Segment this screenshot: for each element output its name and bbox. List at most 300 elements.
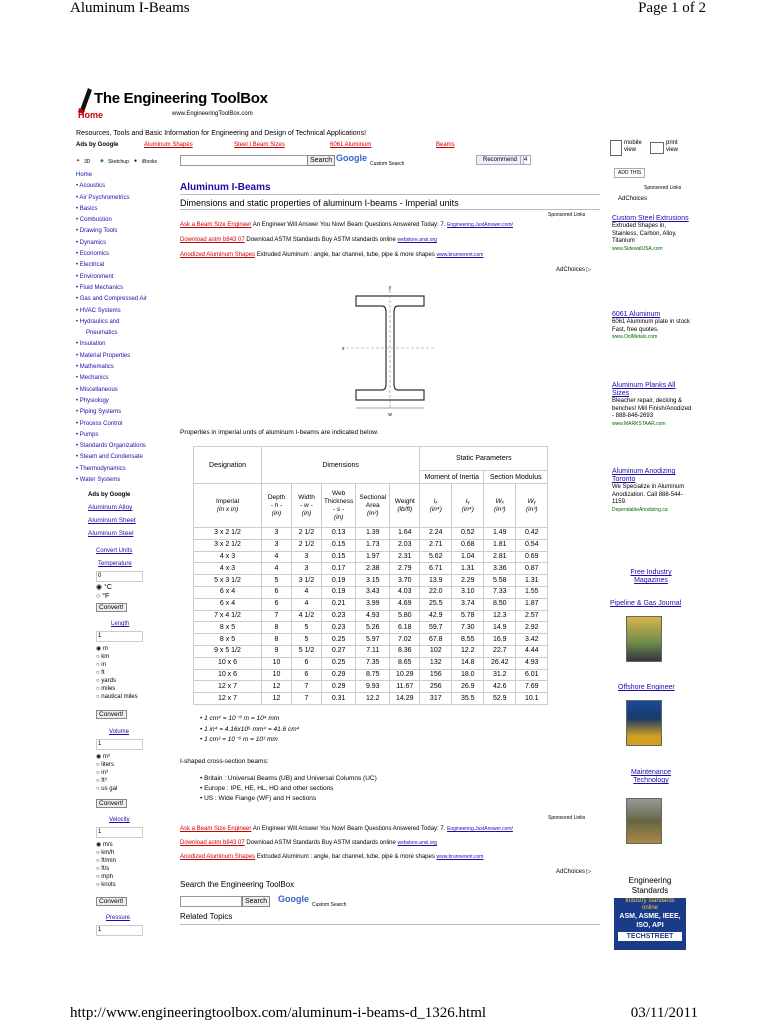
sidebar-item[interactable]: • Drawing Tools (76, 228, 118, 235)
search-input[interactable] (180, 896, 242, 907)
print-date: 03/11/2011 (630, 1005, 698, 1021)
table-cell: 7.69 (516, 681, 548, 693)
table-cell: 7 (292, 693, 322, 705)
adchoices[interactable]: AdChoices ▷ (556, 869, 592, 875)
adchoices[interactable]: AdChoices (618, 196, 648, 202)
i-beam-diagram (340, 286, 440, 418)
sidebar-item[interactable]: • Fluid Mechanics (76, 284, 124, 291)
table-cell: 6.18 (390, 622, 420, 634)
unit-option[interactable]: ○ km/h (96, 850, 115, 856)
unit-option[interactable]: ○ km (96, 654, 110, 660)
table-row (194, 586, 548, 598)
table-cell: 22.0 (420, 586, 452, 598)
right-ad-title[interactable]: Custom Steel Extrusions (612, 215, 689, 222)
right-ad-url[interactable]: www.MARKSTAAR.com (612, 420, 666, 427)
table-cell: 6 (262, 586, 292, 598)
recommend-count: 4 (520, 155, 531, 165)
properties-note: Properties in imperial units of aluminum I-beams are indicated below. (180, 429, 379, 436)
ad-link[interactable]: Download astm b843 07 (180, 237, 245, 243)
sidebar-item[interactable]: • Mechanics (76, 375, 109, 382)
site-name: The Engineering ToolBox (94, 90, 268, 107)
table-row (194, 539, 548, 551)
unit-option[interactable]: ○ us gal (96, 786, 118, 792)
sidebar-item[interactable]: • Miscellaneous (76, 386, 118, 393)
y-axis-label: y (388, 286, 392, 291)
table-cell: 10 x 6 (194, 669, 262, 681)
sidebar-item[interactable]: • Environment (76, 273, 114, 280)
sidebar-item[interactable]: • Acoustics (76, 183, 106, 190)
table-cell: 3.42 (516, 634, 548, 646)
table-cell: 8 (262, 622, 292, 634)
table-cell: 5 (292, 622, 322, 634)
table-cell: 1.31 (452, 563, 484, 575)
table-cell: 42.9 (420, 610, 452, 622)
search-button[interactable]: Search (307, 155, 335, 166)
table-cell: 4 1/2 (292, 610, 322, 622)
page-title: Aluminum I-Beams (180, 182, 271, 193)
temperature-title: Temperature (98, 561, 132, 567)
magazine-link[interactable]: Maintenance Technology (630, 769, 672, 784)
unit-option[interactable]: ○ ft/min (96, 858, 116, 864)
table-cell: 1.55 (516, 586, 548, 598)
table-cell: 3.15 (356, 575, 390, 587)
unit-option[interactable]: ○ yards (96, 678, 116, 684)
recommend-button[interactable]: Recommend (476, 155, 524, 165)
table-row (194, 645, 548, 657)
convert-button[interactable]: Convert! (96, 603, 127, 612)
sidebar-item[interactable]: • Standards Organizations (76, 443, 146, 450)
print-view-link[interactable]: print view (666, 140, 679, 153)
ad-link[interactable]: Ask a Beam Size Engineer (180, 222, 252, 228)
table-cell: 9 x 5 1/2 (194, 645, 262, 657)
unit-option[interactable]: ◉ m (96, 646, 108, 652)
ad-url[interactable]: webstore.ansi.org (397, 840, 437, 846)
sidebar-ads-label: Ads by Google (88, 492, 131, 499)
table-cell: 0.25 (322, 657, 356, 669)
header-web: Web Thickness - s - (in) (322, 484, 356, 528)
table-cell: 1.87 (516, 598, 548, 610)
table-cell: 3.99 (356, 598, 390, 610)
table-cell: 7.35 (356, 657, 390, 669)
ad-link[interactable]: Ask a Beam Size Engineer (180, 826, 252, 832)
note-item: 1 cm³ = 10⁻⁶ m = 10³ mm (204, 736, 278, 743)
print-icon[interactable] (650, 142, 664, 154)
header-wx: Wₓ (in³) (484, 484, 516, 528)
3d-icon[interactable]: ✦ (76, 158, 81, 164)
table-cell: 12.2 (452, 645, 484, 657)
sponsored-links-label: Sponsored Links (644, 185, 682, 191)
right-ad-url[interactable]: www.OnlMetals.com (612, 334, 658, 340)
table-cell: 13.9 (420, 575, 452, 587)
table-cell: 5 (262, 575, 292, 587)
table-cell: 4.93 (356, 610, 390, 622)
table-cell: 6 (292, 657, 322, 669)
sidebar-item[interactable]: • Pumps (76, 431, 99, 438)
unit-option[interactable]: ○ knots (96, 882, 116, 888)
table-row (194, 622, 548, 634)
table-cell: 0.25 (322, 634, 356, 646)
unit-option[interactable]: ◉ m/s (96, 842, 113, 848)
header-weight: Weight (lb/ft) (390, 484, 420, 528)
length-units (96, 645, 138, 701)
magazine-cover[interactable] (626, 616, 662, 662)
aluminum-i-beam-table (193, 446, 548, 705)
table-cell: 16.9 (484, 634, 516, 646)
magazine-cover[interactable] (626, 700, 662, 746)
unit-option[interactable]: ○ ft (96, 670, 105, 676)
table-cell: 1.81 (484, 539, 516, 551)
table-cell: 1.04 (452, 551, 484, 563)
volume-input[interactable]: 1 (96, 739, 143, 750)
table-cell: 14.9 (484, 622, 516, 634)
table-cell: 7 x 4 1/2 (194, 610, 262, 622)
table-cell: 2.81 (484, 551, 516, 563)
table-cell: 5.78 (452, 610, 484, 622)
table-row (194, 693, 548, 705)
search-button[interactable]: Search (242, 896, 270, 907)
table-cell: 3 (262, 528, 292, 540)
table-cell: 1.31 (516, 575, 548, 587)
top-ad-link[interactable]: Aluminum Shapes (144, 142, 193, 148)
ad-url[interactable]: Engineering.JustAnswer.com/ (447, 222, 513, 228)
ad-line: Ask a Beam Size Engineer An Engineer Will Answer You Now! Beam Questions Answered Today: 7. Engineering.JustAnswer.com/ (180, 826, 513, 832)
magazines-link[interactable]: Free Industry Magazines (630, 569, 672, 584)
table-cell: 10.29 (390, 669, 420, 681)
adchoices[interactable]: AdChoices ▷ (556, 267, 592, 273)
length-title: Length (111, 621, 130, 627)
table-cell: 7.02 (390, 634, 420, 646)
addthis-button[interactable]: ADD THIS (614, 168, 645, 178)
table-cell: 7.30 (452, 622, 484, 634)
right-ad: Custom Steel Extrusions Extruded Shapes in, Stainless, Carbon, Alloy, Titanium www.SidewalUSA.com (612, 215, 692, 252)
table-cell: 2.71 (420, 539, 452, 551)
convert-button[interactable]: Convert! (96, 710, 127, 719)
table-row (194, 563, 548, 575)
right-ad-title[interactable]: 6061 Aluminum (612, 311, 661, 318)
table-cell: 9.93 (356, 681, 390, 693)
table-cell: 3 1/2 (292, 575, 322, 587)
table-cell: 4 (292, 586, 322, 598)
table-cell: 1.39 (356, 528, 390, 540)
unit-option[interactable]: °C (104, 584, 112, 591)
sidebar-item[interactable]: • Steam and Condensate (76, 454, 143, 461)
sponsored-links-label: Sponsored Links (548, 815, 586, 821)
table-cell: 5 1/2 (292, 645, 322, 657)
mobile-icon[interactable] (610, 140, 622, 156)
convert-button[interactable]: Convert! (96, 799, 127, 808)
table-cell: 31.2 (484, 669, 516, 681)
sidebar-home[interactable]: Home (76, 172, 93, 178)
engineering-standards-title: Engineering Standards (628, 876, 672, 895)
table-row (194, 551, 548, 563)
table-cell: 10.1 (516, 693, 548, 705)
pressure-input[interactable]: 1 (96, 925, 143, 936)
table-cell: 0.29 (322, 669, 356, 681)
table-cell: 0.21 (322, 598, 356, 610)
ad-url[interactable]: www.brunnerent.com (436, 252, 484, 258)
unit-option[interactable]: ○ nautical miles (96, 694, 138, 700)
sidebar-ad-link[interactable]: Aluminum Steel (88, 530, 134, 538)
techstreet-banner[interactable]: Industry standards online ASM, ASME, IEEE, ISO, API TECHSTREET (614, 898, 686, 950)
sidebar-item[interactable]: • Dynamics (76, 239, 107, 246)
table-cell: 6 x 4 (194, 586, 262, 598)
search-input[interactable] (180, 155, 310, 166)
table-cell: 12 (262, 693, 292, 705)
table-cell: 12.3 (484, 610, 516, 622)
table-cell: 0.68 (452, 539, 484, 551)
table-cell: 4 x 3 (194, 563, 262, 575)
table-cell: 132 (420, 657, 452, 669)
table-cell: 6.71 (420, 563, 452, 575)
table-cell: 59.7 (420, 622, 452, 634)
sidebar-ad-link[interactable]: Aluminum Sheet (88, 517, 136, 525)
unit-option[interactable]: ○ ft³ (96, 778, 107, 784)
table-cell: 0.54 (516, 539, 548, 551)
sidebar-item[interactable]: • Water Systems (76, 477, 121, 484)
table-cell: 0.17 (322, 563, 356, 575)
sidebar-item[interactable]: • Hydraulics and (76, 318, 120, 325)
table-cell: 5.26 (356, 622, 390, 634)
list-item: Europe : IPE, HE, HL, HD and other sections (204, 785, 334, 792)
ad-url[interactable]: www.brunnerent.com (436, 854, 484, 860)
table-row (194, 681, 548, 693)
table-cell: 5 (292, 634, 322, 646)
table-cell: 8.36 (390, 645, 420, 657)
table-cell: 4 (262, 563, 292, 575)
table-cell: 8 x 5 (194, 622, 262, 634)
table-cell: 0.69 (516, 551, 548, 563)
table-cell: 0.29 (322, 681, 356, 693)
sidebar-item[interactable]: • Basics (76, 205, 98, 212)
header-depth: Depth - h - (in) (262, 484, 292, 528)
sidebar-item[interactable]: Pneumatics (86, 330, 118, 337)
table-cell: 5 x 3 1/2 (194, 575, 262, 587)
sidebar-item[interactable]: • Physiology (76, 397, 109, 404)
table-cell: 3 x 2 1/2 (194, 539, 262, 551)
right-ad: Aluminum Anodizing Toronto We Specialize in Aluminum Anodization. Call 888-544-1159. DependableAnodizing.ca (612, 468, 692, 513)
table-cell: 12.2 (356, 693, 390, 705)
table-cell: 7.33 (484, 586, 516, 598)
right-ad: 6061 Aluminum 6061 Aluminum plate in stock Fast, free quotes. www.OnlMetals.com (612, 311, 691, 340)
ad-line: Ask a Beam Size Engineer An Engineer Will Answer You Now! Beam Questions Answered Today: 7. Engineering.JustAnswer.com/ (180, 222, 513, 228)
table-cell: 12 x 7 (194, 681, 262, 693)
sidebar-item[interactable]: • Mathematics (76, 364, 114, 371)
volume-title: Volume (109, 729, 130, 735)
ad-line: Download astm b843 07 Download ASTM Standards Buy ASTM standards online webstore.ansi.org (180, 237, 437, 243)
header-imperial: Imperial (in x in) (194, 484, 262, 528)
header-inertia: Moment of Inertia (420, 471, 484, 484)
table-cell: 2.29 (452, 575, 484, 587)
unit-option[interactable]: ◉ m³ (96, 754, 110, 760)
table-row (194, 610, 548, 622)
header-width: Width - w - (in) (292, 484, 322, 528)
site-tagline: Resources, Tools and Basic Information for Engineering and Design of Technical Applications! (76, 130, 367, 137)
related-topics: Related Topics (180, 912, 233, 921)
table-cell: 5.62 (420, 551, 452, 563)
table-cell: 18.0 (452, 669, 484, 681)
ishaped-title: I-shaped cross-section beams: (180, 758, 269, 765)
home-link[interactable]: Home (78, 110, 104, 120)
table-cell: 3 (292, 551, 322, 563)
table-cell: 7 (262, 610, 292, 622)
table-cell: 0.27 (322, 645, 356, 657)
table-cell: 0.15 (322, 551, 356, 563)
table-cell: 0.42 (516, 528, 548, 540)
table-cell: 14.8 (452, 657, 484, 669)
table-cell: 2.57 (516, 610, 548, 622)
ad-line: Anodized Aluminum Shapes Extruded Aluminum : angle, bar channel, tube, pipe & more shapes www.brunnerent.com (180, 854, 484, 860)
unit-option[interactable]: ○ mph (96, 874, 113, 880)
table-cell: 0.87 (516, 563, 548, 575)
velocity-input[interactable]: 1 (96, 827, 143, 838)
unit-notes: • 1 cm⁴ = 10⁻⁸ m = 10⁴ mm • 1 in⁴ = 4.16x10⁵ mm⁴ = 41.6 cm⁴ • 1 cm³ = 10⁻⁶ m = 10³ mm (200, 715, 300, 743)
sidebar (76, 170, 168, 540)
table-cell: 10 (262, 657, 292, 669)
table-cell: 3.70 (390, 575, 420, 587)
top-ad-link[interactable]: Steel I Beam Sizes (234, 142, 285, 148)
table-cell: 0.19 (322, 586, 356, 598)
table-cell: 1.49 (484, 528, 516, 540)
length-input[interactable]: 1 (96, 631, 143, 642)
table-cell: 6 (262, 598, 292, 610)
table-cell: 1.64 (390, 528, 420, 540)
velocity-units (96, 841, 116, 889)
unit-option[interactable]: ○ liters (96, 762, 114, 768)
table-cell: 2.31 (390, 551, 420, 563)
magazine-cover[interactable] (626, 798, 662, 844)
table-cell: 4.44 (516, 645, 548, 657)
unit-option[interactable]: ○ miles (96, 686, 116, 692)
table-cell: 2.24 (420, 528, 452, 540)
unit-option[interactable]: °F (102, 593, 110, 600)
table-cell: 4.93 (516, 657, 548, 669)
table-row (194, 657, 548, 669)
table-cell: 67.8 (420, 634, 452, 646)
table-cell: 1.73 (356, 539, 390, 551)
table-cell: 5.80 (390, 610, 420, 622)
table-cell: 2.03 (390, 539, 420, 551)
table-cell: 0.52 (452, 528, 484, 540)
note-item: 1 in⁴ = 4.16x10⁵ mm⁴ = 41.6 cm⁴ (204, 725, 300, 733)
top-ad-link[interactable]: 6061 Aluminum (330, 142, 372, 148)
right-ad-url[interactable]: www.SidewalUSA.com (612, 245, 663, 252)
right-ad-title[interactable]: Aluminum Planks All Sizes (612, 382, 676, 397)
sidebar-item[interactable]: • Piping Systems (76, 409, 122, 416)
site-url: www.EngineeringToolBox.com (172, 111, 253, 117)
sidebar-item[interactable]: • Electrical (76, 262, 105, 269)
table-cell: 42.6 (484, 681, 516, 693)
unit-option[interactable]: ○ in³ (96, 770, 108, 776)
right-ad-url[interactable]: DependableAnodizing.ca (612, 506, 668, 513)
divider (180, 209, 600, 210)
header-wy: Wᵧ (in³) (516, 484, 548, 528)
unit-option[interactable]: ○ in (96, 662, 106, 668)
ad-line: Anodized Aluminum Shapes Extruded Aluminum : angle, bar channel, tube, pipe & more shapes www.brunnerent.com (180, 252, 484, 258)
table-cell: 2 1/2 (292, 528, 322, 540)
list-item: Britain : Universal Beams (UB) and Universal Columns (UC) (204, 775, 377, 782)
table-cell: 3.74 (452, 598, 484, 610)
table-row (194, 528, 548, 540)
sidebar-item[interactable]: • HVAC Systems (76, 307, 121, 314)
table-cell: 11.67 (390, 681, 420, 693)
sidebar-ad-link[interactable]: Aluminum Alloy (88, 504, 133, 512)
site-logo[interactable] (76, 88, 276, 124)
table-cell: 4.69 (390, 598, 420, 610)
mobile-view-link[interactable]: mobile view (624, 140, 642, 153)
sidebar-item[interactable]: • Material Properties (76, 352, 131, 359)
list-item: US : Wide Flange (WF) and H sections (204, 795, 317, 802)
convert-button[interactable]: Convert! (96, 897, 127, 906)
ishaped-list: • Britain : Universal Beams (UB) and Universal Columns (UC) • Europe : IPE, HE, HL, HD and other sections • US : Wide Flange (WF) and H sections (200, 775, 377, 802)
sidebar-item[interactable]: • Process Control (76, 420, 123, 427)
header-iy: Iᵧ (in⁴) (452, 484, 484, 528)
table-cell: 256 (420, 681, 452, 693)
magazine-link[interactable]: Offshore Engineer (618, 684, 675, 691)
3d-label[interactable]: 3D (84, 159, 91, 165)
table-cell: 2.38 (356, 563, 390, 575)
ad-url[interactable]: webstore.ansi.org (397, 237, 437, 243)
magazine-link[interactable]: Pipeline & Gas Journal (610, 600, 682, 607)
volume-units (96, 753, 117, 793)
unit-option[interactable]: ○ ft/s (96, 866, 110, 872)
right-ad-title[interactable]: Aluminum Anodizing Toronto (612, 468, 676, 483)
note-item: 1 cm⁴ = 10⁻⁸ m = 10⁴ mm (204, 715, 280, 722)
table-cell: 4 x 3 (194, 551, 262, 563)
table-cell: 3 (262, 539, 292, 551)
sidebar-item[interactable]: • Combustion (76, 217, 112, 224)
table-cell: 26.42 (484, 657, 516, 669)
ibooks-icon[interactable]: ● (134, 158, 138, 164)
table-cell: 9 (262, 645, 292, 657)
table-cell: 10 (262, 669, 292, 681)
table-cell: 2.79 (390, 563, 420, 575)
temperature-units: ◉ °C ○ °F (96, 584, 112, 600)
velocity-title: Velocity (109, 817, 130, 823)
table-cell: 6 (292, 669, 322, 681)
sidebar-item[interactable]: • Air Psychrometrics (76, 194, 130, 201)
table-cell: 0.15 (322, 539, 356, 551)
table-row (194, 598, 548, 610)
sidebar-item[interactable]: • Economics (76, 251, 110, 258)
table-row (194, 634, 548, 646)
sidebar-item[interactable]: • Thermodynamics (76, 465, 126, 472)
ad-link[interactable]: Download astm b843 07 (180, 840, 245, 846)
ad-link[interactable]: Anodized Aluminum Shapes (180, 854, 256, 860)
table-cell: 8 x 5 (194, 634, 262, 646)
sidebar-item[interactable]: • Insulation (76, 341, 106, 348)
ad-url[interactable]: Engineering.JustAnswer.com/ (447, 826, 513, 832)
ibooks-label[interactable]: iBooks (142, 159, 158, 165)
divider (180, 924, 600, 925)
sidebar-item[interactable]: • Gas and Compressed Air (76, 296, 147, 303)
table-cell: 8 (262, 634, 292, 646)
table-cell: 8.55 (452, 634, 484, 646)
ad-link[interactable]: Anodized Aluminum Shapes (180, 252, 256, 258)
sketchup-label[interactable]: Sketchup (108, 159, 129, 165)
table-cell: 12 x 7 (194, 693, 262, 705)
temperature-input[interactable]: 0 (96, 571, 143, 582)
sketchup-icon[interactable]: ◆ (100, 158, 104, 164)
table-cell: 12 (262, 681, 292, 693)
table-cell: 3.10 (452, 586, 484, 598)
right-ad: Aluminum Planks All Sizes Bleacher repair, decking & benches! Mill Finish/Anodized - 888-846-2693 www.MARKSTAAR.com (612, 382, 692, 427)
page-subtitle: Dimensions and static properties of aluminum I-beams - Imperial units (180, 198, 459, 208)
top-ads-label: Ads by Google (76, 142, 119, 148)
table-cell: 4 (262, 551, 292, 563)
header-designation: Designation (194, 447, 262, 484)
table-cell: 8.50 (484, 598, 516, 610)
top-ad-link[interactable]: Beams (436, 142, 455, 148)
